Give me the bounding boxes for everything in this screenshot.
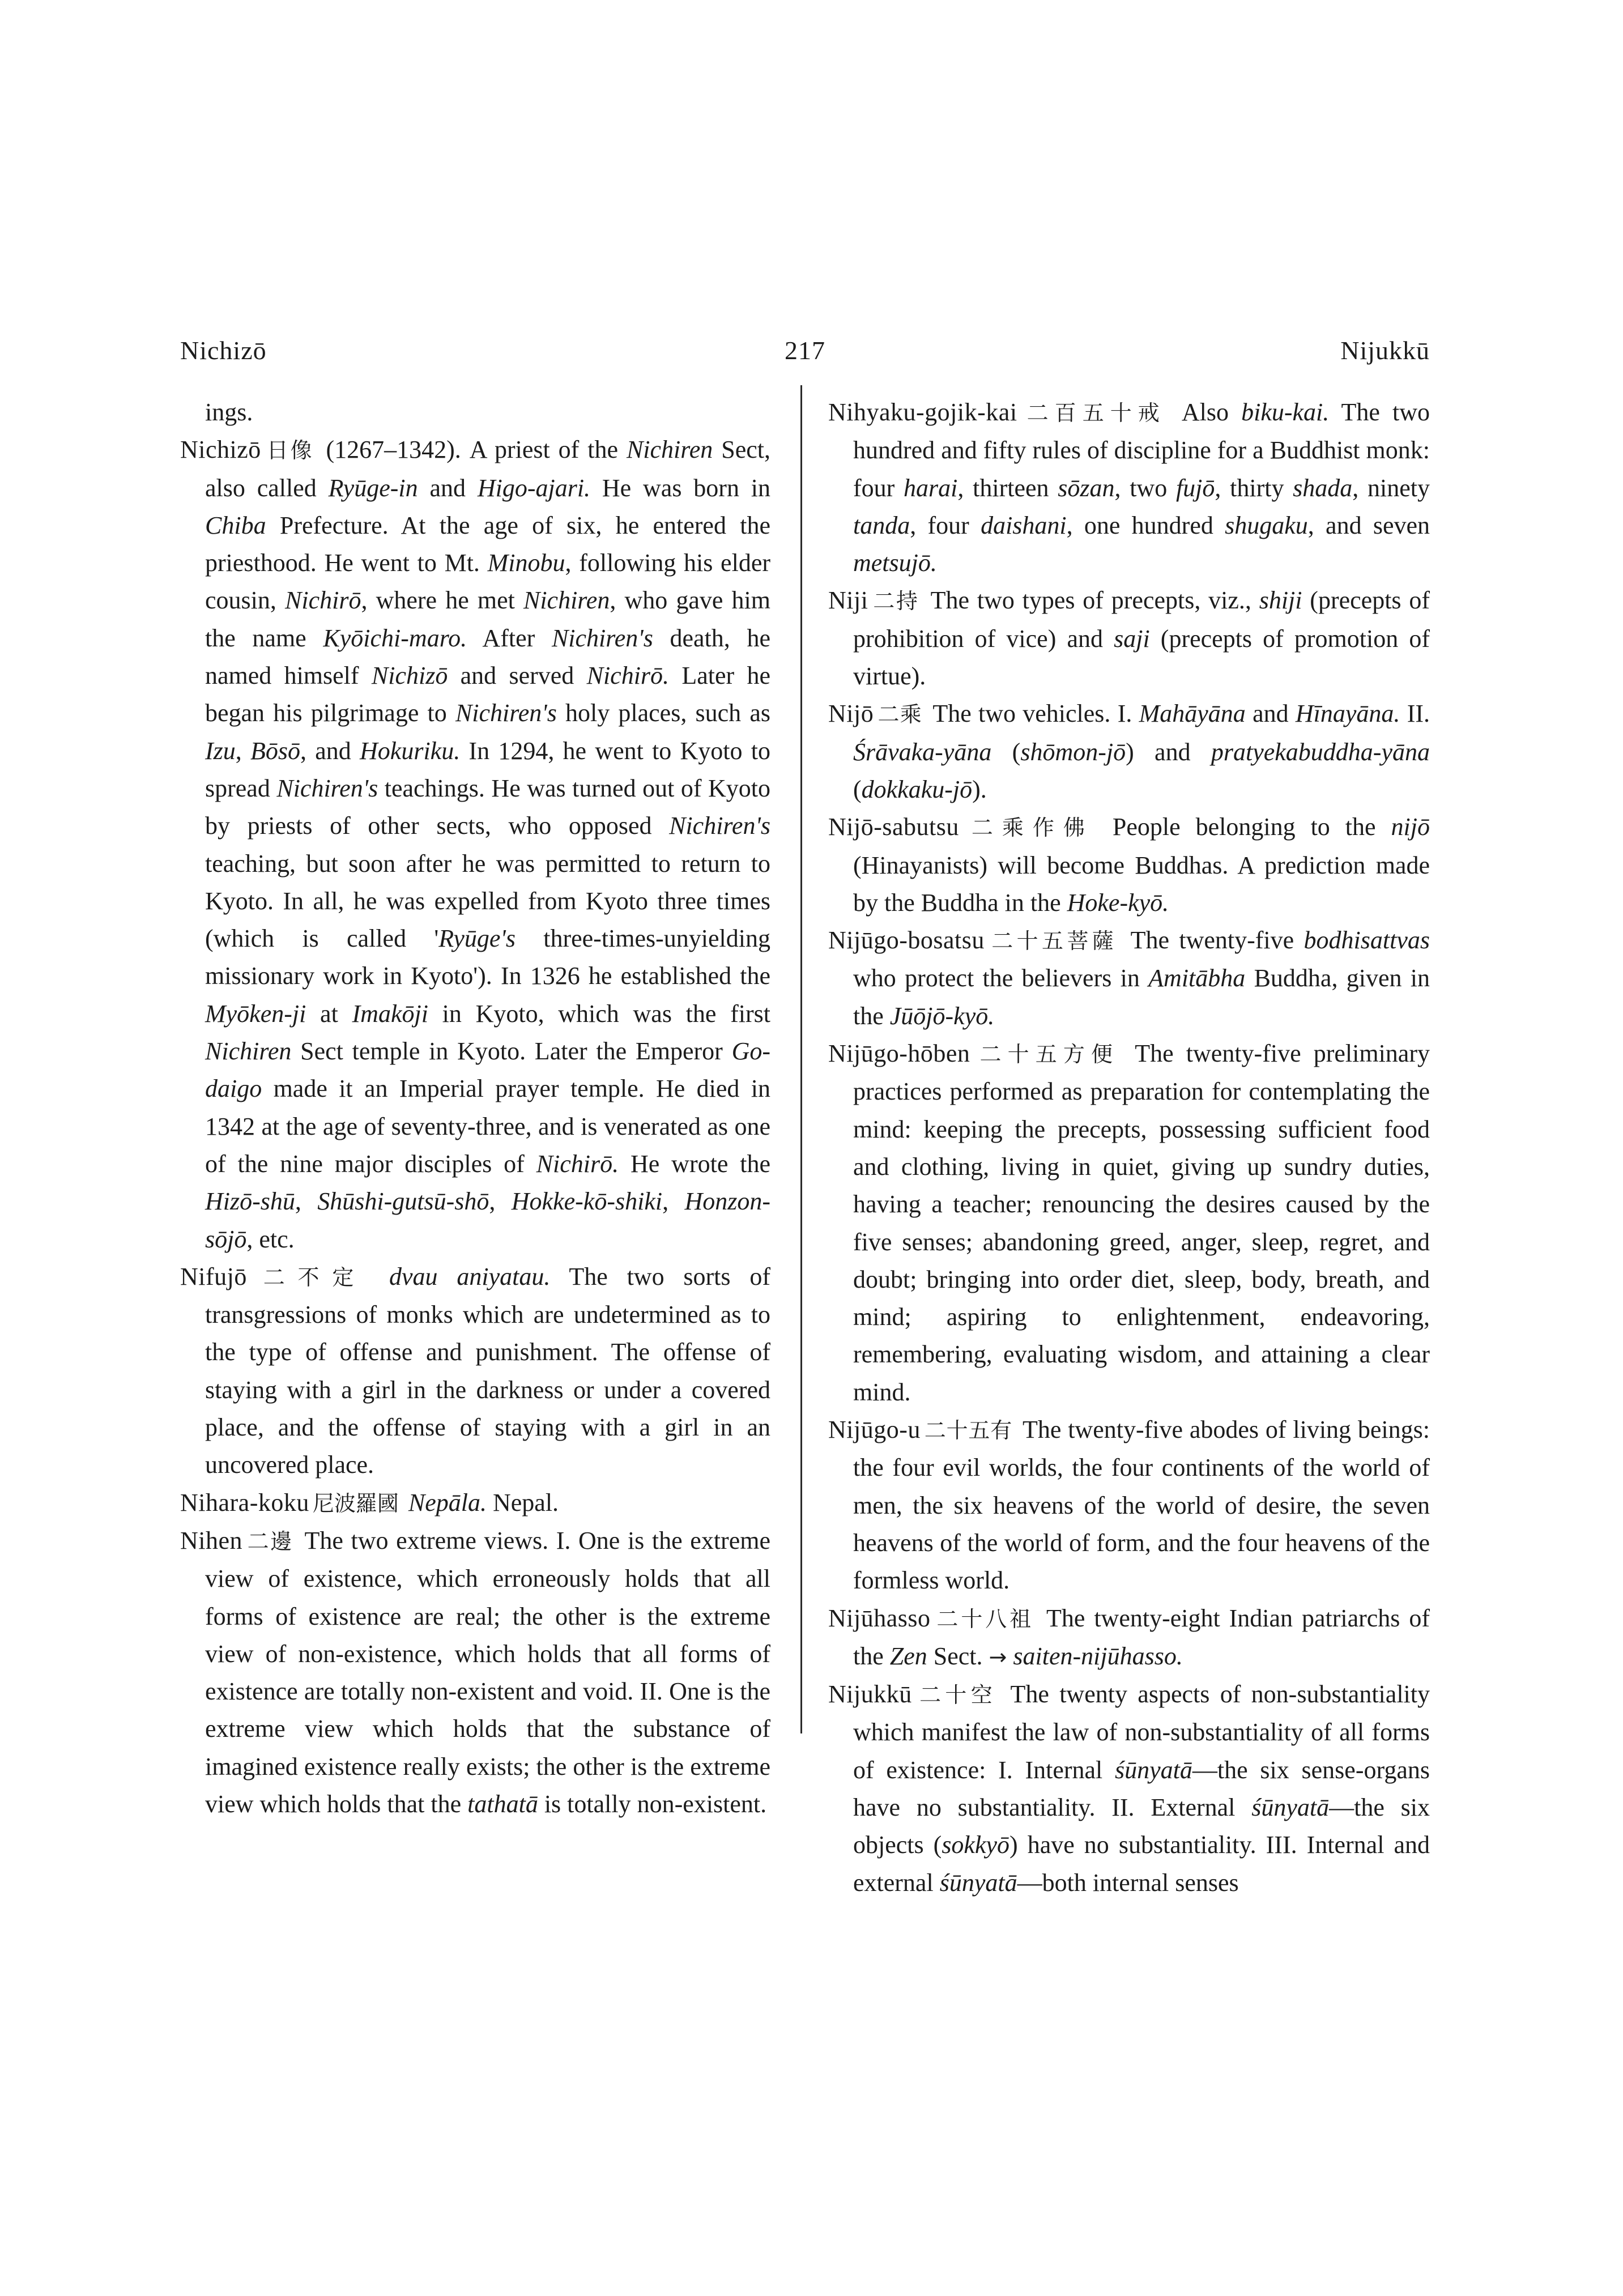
entry-definition-text: Sect, also called: [205, 436, 770, 502]
entry-definition-text: ) have no substantiality. III. Internal and external: [853, 1831, 1430, 1897]
entry-definition-text: , where he met: [361, 586, 523, 615]
entry-term-italic: Nichiren's: [551, 624, 653, 652]
entry-term-italic: tanda: [853, 511, 910, 539]
entry-definition-text: Sect.: [927, 1642, 989, 1670]
entry-definition-text: (: [853, 775, 862, 803]
entry-term-italic: Imakōji: [352, 999, 428, 1028]
entry-term-italic: Nichirō.: [536, 1149, 619, 1178]
entry-definition-text: , two: [1114, 474, 1176, 502]
dictionary-entry: [180, 431, 770, 1258]
entry-definition-text: After: [467, 624, 552, 652]
entry-kanji: 二十八祖: [934, 1606, 1034, 1632]
entry-term-italic: Hīnayāna.: [1295, 700, 1400, 728]
entry-term-italic: shōmon-jō: [1020, 738, 1126, 766]
entry-definition-text: teachings. He was turned out of Kyoto by priests of other sects, who opposed: [205, 774, 770, 840]
entry-headword: Nijō: [828, 700, 874, 728]
entry-definition-text: The two sorts of transgressions of monks which are undetermined as to the type of offense and punishment. The offense of staying with a girl in the darkness or under a covered place, and the offense of staying with a girl in an uncovered place.: [205, 1262, 770, 1479]
entry-kanji: 二不定: [250, 1264, 367, 1290]
entry-term-italic: Ryūge's: [438, 925, 516, 953]
entry-term-italic: Śrāvaka-yāna: [853, 738, 992, 766]
entry-definition-text: , and: [300, 736, 360, 765]
entry-definition-text: , etc.: [246, 1225, 295, 1253]
entry-definition-text: death, he named himself: [205, 624, 771, 690]
entry-term-italic: Amitābha: [1148, 964, 1246, 992]
entry-definition-text: The twenty-eight Indian patriarchs of the: [853, 1604, 1430, 1670]
entry-headword: Nifujō: [180, 1262, 247, 1290]
left-column: [180, 394, 770, 1823]
entry-definition-text: who protect the believers in: [853, 964, 1149, 992]
dictionary-entry: [180, 1522, 770, 1823]
entry-term-italic: bodhisattvas: [1303, 926, 1430, 955]
entry-term-italic: Ryūge-in: [328, 474, 418, 502]
entry-definition-text: (1267–1342). A priest of the: [317, 436, 627, 464]
entry-kanji: 二十五有: [923, 1418, 1013, 1443]
entry-definition-text: —both internal senses: [1017, 1868, 1239, 1897]
entry-term-italic: śūnyatā: [939, 1868, 1017, 1897]
header-left-guideword: Nichizō: [180, 336, 267, 365]
entry-kanji: 二十五方便: [973, 1042, 1119, 1067]
entry-term-italic: Nichirō.: [586, 662, 670, 690]
dictionary-entry: [180, 1484, 770, 1522]
dictionary-entry: [828, 1035, 1430, 1411]
entry-definition-text: He was born in: [590, 474, 771, 502]
entry-definition-text: (Hinayanists) will become Buddhas. A prediction made by the Buddha in the: [853, 851, 1430, 917]
entry-definition-text: II.: [1400, 700, 1430, 728]
entry-definition-text: , and seven: [1307, 511, 1430, 539]
entry-kanji: 二乘作佛: [962, 815, 1094, 841]
entry-term-italic: Jūōjō-kyō.: [889, 1002, 995, 1030]
dictionary-entry: [828, 1676, 1430, 1902]
entry-definition-text: and: [1245, 700, 1296, 728]
entry-definition-text: (precepts of prohibition of vice) and: [853, 586, 1430, 653]
entry-definition-text: (: [991, 738, 1021, 766]
entry-term-italic: shiji: [1259, 586, 1302, 615]
dictionary-entry: [828, 808, 1430, 922]
entry-term-italic: Myōken-ji: [205, 999, 306, 1028]
entry-headword: Nihen: [180, 1526, 243, 1554]
entry-definition-text: The twenty aspects of non-substantiality which manifest the law of non-substantiality of all forms of existence: I. Internal: [853, 1680, 1430, 1784]
entry-definition-text: Later he began his pilgrimage to: [205, 662, 771, 727]
entry-definition-text: , four: [910, 511, 981, 539]
right-entries: [828, 394, 1430, 1902]
entry-definition-text: [370, 1263, 389, 1290]
entry-definition-text: holy places, such as: [556, 699, 770, 727]
entry-term-italic: Nichiren: [205, 1037, 292, 1066]
running-header: [180, 335, 1430, 369]
column-divider: [800, 385, 802, 1733]
left-entries: [180, 431, 770, 1823]
entry-definition-text: ,: [489, 1187, 512, 1216]
dictionary-entry: [828, 394, 1430, 582]
entry-definition-text: , thirty: [1215, 474, 1293, 502]
entry-definition-text: , ninety: [1352, 474, 1430, 502]
entry-definition-text: and: [418, 474, 478, 502]
entry-term-italic: Hoke-kyō.: [1067, 888, 1169, 917]
entry-definition-text: made it an Imperial prayer temple. He died in 1342 at the age of seventy-three, and is venerated as one of the nine major disciples of: [205, 1075, 770, 1178]
entry-headword: Nijō-sabutsu: [828, 813, 959, 841]
entry-definition-text: The two vehicles. I.: [926, 700, 1139, 728]
entry-definition-text: , following his elder cousin,: [205, 549, 770, 615]
entry-term-italic: sōzan: [1058, 474, 1115, 502]
entry-term-italic: sokkyō: [942, 1831, 1010, 1859]
entry-term-italic: śūnyatā: [1115, 1756, 1192, 1784]
entry-term-italic: Go-daigo: [205, 1037, 770, 1103]
header-right-guideword: Nijukkū: [1340, 336, 1430, 365]
entry-definition-text: Buddha, given in the: [853, 964, 1430, 1030]
entry-definition-text: ).: [972, 775, 987, 803]
entry-term-italic: Nichizō: [371, 662, 448, 690]
entry-definition-text: and served: [448, 662, 587, 690]
entry-definition-text: (precepts of promotion of virtue).: [853, 624, 1430, 691]
entry-term-italic: Nichiren: [626, 436, 713, 464]
entry-term-italic: nijō: [1391, 813, 1430, 841]
entry-term-italic: Bōsō: [250, 736, 301, 765]
entry-term-italic: Kyōichi-maro.: [323, 624, 467, 652]
entry-definition-text: Nepal.: [487, 1488, 559, 1517]
entry-headword: Nijūhasso: [828, 1604, 931, 1632]
entry-definition-text: is totally non-existent.: [538, 1790, 767, 1818]
entry-term-italic: Higo-ajari.: [477, 474, 591, 502]
entry-term-italic: dokkaku-jō: [861, 775, 973, 803]
entry-term-italic: dvau aniyatau.: [389, 1262, 551, 1290]
dictionary-entry: [180, 1258, 770, 1484]
entry-definition-text: ,: [235, 736, 251, 765]
entry-term-italic: Mahāyāna: [1139, 700, 1246, 728]
entry-term-italic: shugaku: [1225, 511, 1308, 539]
entry-definition-text: , thirteen: [957, 474, 1058, 502]
entry-headword: Nihyaku-gojik-kai: [828, 398, 1017, 426]
entry-definition-text: teaching, but soon after he was permitted to return to Kyoto. In all, he was expelled from Kyoto three times (which is called ': [205, 849, 770, 953]
entry-term-italic: biku-kai.: [1241, 398, 1330, 426]
entry-term-italic: fujō: [1175, 474, 1215, 502]
entry-term-italic: Nichiren: [523, 586, 610, 615]
entry-kanji: 尼波羅國: [312, 1490, 399, 1516]
entry-definition-text: three-times-unyielding missionary work in Kyoto'). In 1326 he established the: [205, 925, 770, 990]
entry-kanji: 二乘: [877, 702, 923, 727]
entry-term-italic: Nepāla.: [408, 1488, 487, 1517]
entry-term-italic: Minobu: [487, 549, 565, 577]
entry-definition-text: in Kyoto, which was the first: [428, 999, 770, 1028]
entry-definition-text: ,: [662, 1187, 685, 1216]
entry-definition-text: Sect temple in Kyoto. Later the Emperor: [291, 1037, 732, 1066]
dictionary-entry: [828, 582, 1430, 695]
entry-definition-text: The two hundred and fifty rules of discipline for a Buddhist monk: four: [853, 398, 1430, 502]
entry-definition-text: , one hundred: [1066, 511, 1225, 539]
cross-reference-arrow: →: [989, 1644, 1007, 1669]
entry-term-italic: daishani: [981, 511, 1067, 539]
entry-kanji: 二百五十戒: [1020, 401, 1166, 425]
entry-term-italic: Nichiren's: [669, 812, 770, 840]
entry-definition-text: [1007, 1642, 1013, 1670]
page-number: 217: [785, 336, 825, 365]
entry-definition-text: The twenty-five preliminary practices performed as preparation for contemplating the mind: keeping the precepts, possessing sufficient food and clothing, living in quiet, giving up sundry duties, having a teacher; renouncing the desires caused by the five senses; abandoning greed, anger, sleep, regret, and doubt; bringing into order diet, sleep, body, breath, and mind; aspiring to enlightenment, endeavoring, remembering, evaluating wisdom, and attaining a clear mind.: [853, 1040, 1430, 1406]
entry-headword: Nijūgo-bosatsu: [828, 926, 985, 955]
entry-definition-text: The two types of precepts, viz.,: [922, 586, 1259, 615]
entry-headword: Nijūgo-hōben: [828, 1040, 970, 1068]
entry-term-italic: Hokuriku.: [360, 736, 461, 765]
entry-definition-text: at: [306, 999, 352, 1028]
entry-term-italic: śūnyatā: [1251, 1793, 1330, 1821]
dictionary-entry: [828, 1411, 1430, 1599]
entry-term-italic: Hizō-shū: [205, 1187, 295, 1216]
dictionary-entry: [828, 1600, 1430, 1676]
entry-headword: Nijukkū: [828, 1680, 912, 1709]
entry-kanji: 二邊: [246, 1528, 293, 1554]
entry-term-italic: harai: [904, 474, 958, 502]
dictionary-entry: [828, 695, 1430, 808]
entry-definition-text: The twenty-five: [1121, 926, 1304, 955]
entry-kanji: 二持: [871, 589, 919, 614]
entry-headword: Nichizō: [180, 436, 261, 464]
entry-term-italic: Hokke-kō-shiki: [511, 1187, 663, 1216]
entry-term-italic: Nichirō: [285, 586, 361, 615]
continuation-text: ings.: [205, 398, 253, 426]
entry-definition-text: In 1294, he went to Kyoto to spread: [205, 736, 770, 802]
right-column: [828, 394, 1430, 1902]
entry-definition-text: Also: [1169, 398, 1242, 426]
entry-headword: Niji: [828, 586, 868, 615]
entry-term-italic: Nichiren's: [276, 774, 378, 802]
entry-definition-text: Prefecture. At the age of six, he entered the priesthood. He went to Mt.: [205, 511, 770, 577]
entry-term-italic: tathatā: [467, 1790, 538, 1818]
entry-definition-text: The twenty-five abodes of living beings: the four evil worlds, the four continents of the world of men, the six heavens of the world of desire, the seven heavens of the world of form, and the four heavens of the formless world.: [853, 1416, 1430, 1595]
entry-headword: Nihara-koku: [180, 1488, 309, 1517]
entry-definition-text: He wrote the: [619, 1149, 770, 1178]
entry-term-italic: Honzon-sōjō: [205, 1187, 771, 1253]
entry-definition-text: People belonging to the: [1097, 813, 1391, 841]
entry-term-italic: pratyekabuddha-yāna: [1211, 738, 1430, 766]
entry-definition-text: ) and: [1126, 738, 1211, 766]
entry-term-italic: saji: [1114, 624, 1150, 653]
entry-headword: Nijūgo-u: [828, 1416, 921, 1444]
entry-definition-text: , who gave him the name: [205, 586, 770, 652]
entry-definition-text: —the six sense-organs have no substantiality. II. External: [853, 1756, 1430, 1821]
entry-kanji: 二十五菩薩: [987, 928, 1118, 954]
dictionary-entry: [828, 922, 1430, 1035]
entry-term-italic: Chiba: [205, 511, 266, 539]
entry-definition-text: ,: [295, 1187, 318, 1216]
entry-term-italic: Izu: [205, 736, 236, 765]
entry-term-italic: shada: [1293, 474, 1353, 502]
entry-definition-text: [402, 1489, 408, 1517]
entry-definition-text: The two extreme views. I. One is the extreme view of existence, which erroneously holds that all forms of existence are real; the other is the extreme view of non-existence, which holds that all forms of existence are totally non-existent and void. II. One is the extreme view which holds that the substance of imagined existence really exists; the other is the extreme view which holds that the: [205, 1526, 770, 1818]
entry-term-italic: Shūshi-gutsū-shō: [317, 1187, 489, 1216]
entry-definition-text: —the six objects (: [853, 1793, 1430, 1859]
entry-term-italic: Nichiren's: [455, 699, 557, 727]
entry-kanji: 二十空: [915, 1682, 997, 1708]
entry-term-italic: saiten-nijūhasso.: [1013, 1642, 1183, 1670]
entry-kanji: 日像: [264, 438, 314, 463]
entry-term-italic: Zen: [889, 1642, 927, 1670]
entry-term-italic: metsujō.: [853, 549, 937, 577]
